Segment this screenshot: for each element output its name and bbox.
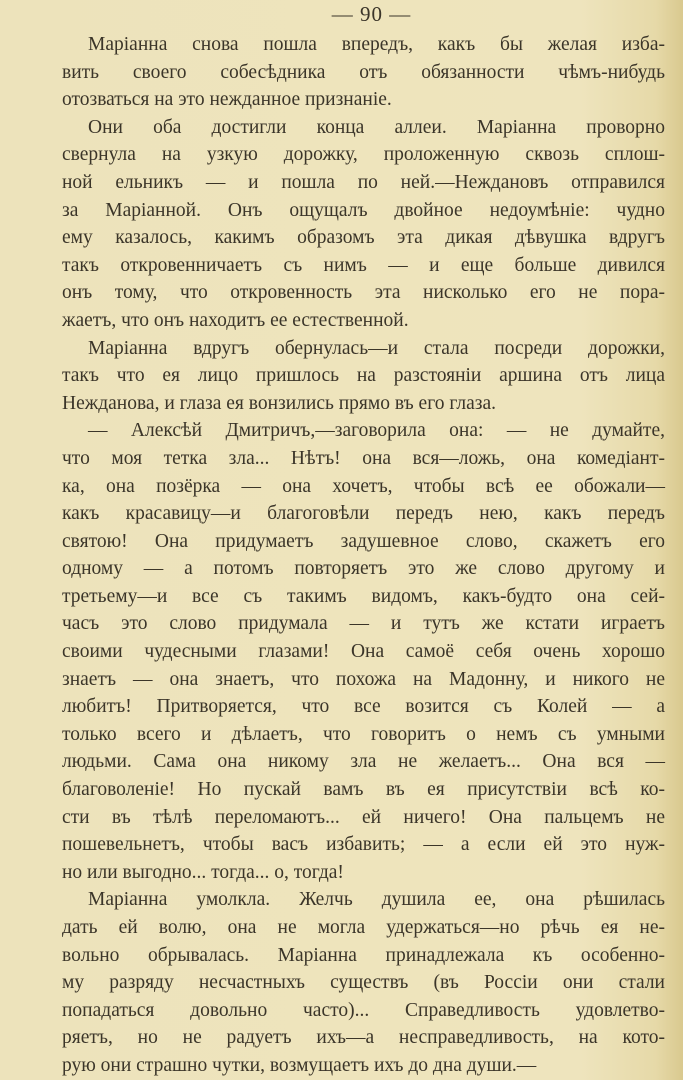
page-number: — 90 — [331, 2, 412, 26]
text-line: Нежданова, и глаза ея вонзились прямо въ его глаза. [62, 392, 496, 414]
page-text [62, 31, 665, 1080]
text-line: сти въ тѣлѣ переломаютъ... ей ничего! Она пальцемъ не [62, 806, 665, 828]
paragraph [62, 31, 665, 114]
text-line: ряетъ, но не радуетъ ихъ—а несправедливость, на кото- [62, 1027, 665, 1049]
text-line: онъ тому, что откровенность эта нисколько его не пора- [62, 282, 665, 304]
text-line: жаетъ, что онъ находитъ ее естественной. [62, 309, 409, 331]
text-line: часъ это слово придумала — и тутъ же кстати играетъ [62, 613, 665, 635]
text-line: ему казалось, какимъ образомъ эта дикая дѣвушка вдругъ [62, 227, 665, 249]
text-line: Они оба достигли конца аллеи. Маріанна проворно [88, 116, 665, 138]
text-line: ка, она позёрка — она хочетъ, чтобы всѣ ее обожали— [62, 475, 665, 497]
text-line: третьему—и все съ такимъ видомъ, какъ-будто она сей- [62, 585, 665, 607]
paragraph [62, 417, 665, 886]
text-line: только всего и дѣлаетъ, что говоритъ о немъ съ умными [62, 723, 665, 745]
text-line: одному — а потомъ повторяетъ это же слово другому и [62, 558, 665, 580]
paragraph [62, 335, 665, 418]
text-line: знаетъ — она знаетъ, что похожа на Мадонну, и никого не [62, 668, 665, 690]
text-line: рую они страшно чутки, возмущаетъ ихъ до дна души.— [62, 1054, 537, 1076]
text-line: благоволеніе! Но пускай вамъ въ ея присутствіи всѣ ко- [62, 779, 665, 801]
text-line: ной ельникъ — и пошла по ней.—Неждановъ отправился [62, 171, 665, 193]
text-line: какъ красавицу—и благоговѣли передъ нею, какъ передъ [62, 503, 665, 525]
text-line: вить своего собесѣдника отъ обязанности чѣмъ-нибудь [62, 61, 665, 83]
text-line: Маріанна вдругъ обернулась—и стала посреди дорожки, [88, 337, 665, 359]
text-line: но или выгодно... тогда... о, тогда! [62, 861, 344, 883]
paragraph [62, 886, 665, 1079]
text-line: такъ откровенничаетъ съ нимъ — и еще больше дивился [62, 254, 665, 276]
text-line: вольно обрывалась. Маріанна принадлежала къ особенно- [62, 944, 665, 966]
text-line: му разряду несчастныхъ существъ (въ Россіи они стали [62, 972, 665, 994]
text-line: своими чудесными глазами! Она самоё себя очень хорошо [62, 641, 665, 663]
text-line: свернула на узкую дорожку, проложенную сквозь сплош- [62, 144, 665, 166]
text-line: пошевельнетъ, чтобы васъ избавить; — а если ей это нуж- [62, 834, 665, 856]
text-line: попадаться довольно часто)... Справедливость удовлетво- [62, 999, 665, 1021]
text-line: людьми. Сама она никому зла не желаетъ... Она вся — [62, 751, 665, 773]
text-line: святою! Она придумаетъ задушевное слово, скажетъ его [62, 530, 665, 552]
text-line: Маріанна снова пошла впередъ, какъ бы желая изба- [88, 34, 665, 55]
text-line: такъ что ея лицо пришлось на разстояніи аршина отъ лица [62, 365, 665, 387]
paragraph [62, 114, 665, 335]
text-line: за Маріанной. Онъ ощущалъ двойное недоумѣніе: чудно [62, 199, 665, 221]
text-line: дать ей волю, она не могла удержаться—но рѣчь ея не- [62, 917, 665, 938]
text-line: — Алексѣй Дмитричъ,—заговорила она: — не думайте, [88, 420, 665, 442]
text-line: что моя тетка зла... Нѣтъ! она вся—ложь, она комедіант- [62, 447, 665, 469]
text-line: отозваться на это нежданное признаніе. [62, 89, 392, 111]
text-line: любитъ! Притворяется, что все возится съ Колей — а [62, 696, 665, 718]
text-line: Маріанна умолкла. Желчь душила ее, она рѣшилась [88, 889, 665, 911]
